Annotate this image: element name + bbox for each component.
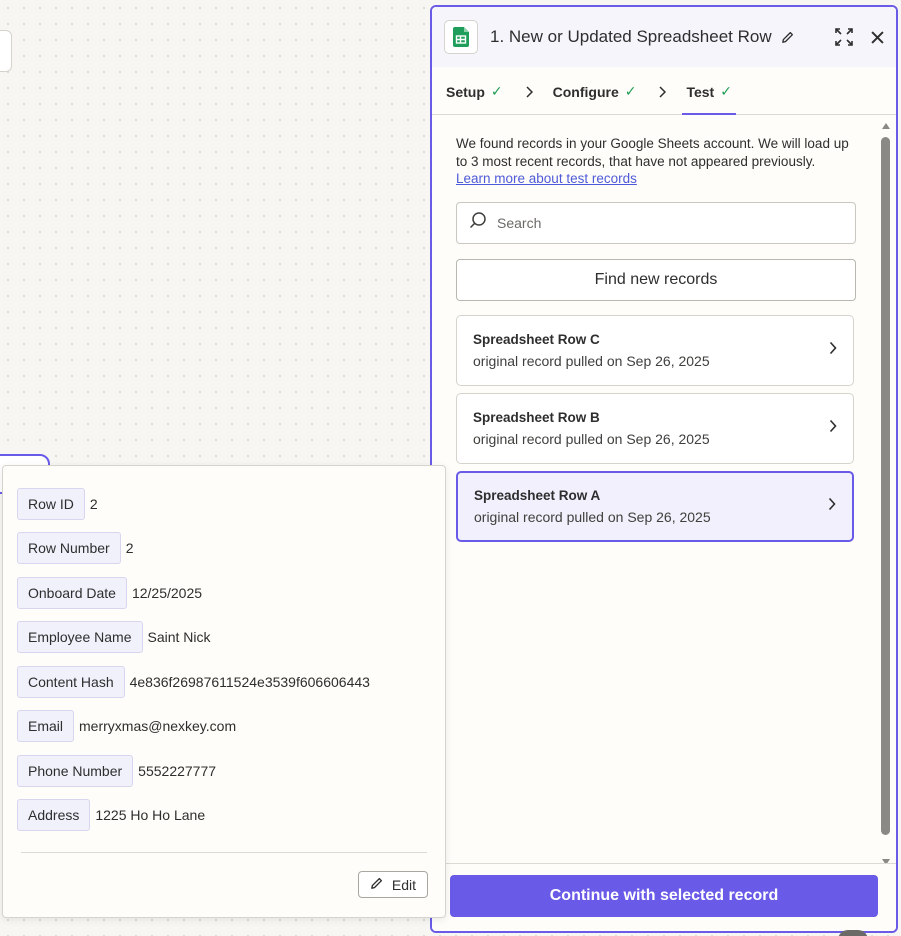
field-key: Phone Number — [17, 755, 133, 787]
chevron-right-icon — [829, 341, 837, 360]
tab-label: Test — [686, 83, 715, 100]
record-list — [456, 315, 856, 542]
field-key: Row Number — [17, 532, 121, 564]
learn-more-link[interactable]: Learn more about test records — [456, 171, 637, 186]
field-value: 2 — [89, 496, 98, 512]
tab-configure[interactable] — [553, 69, 637, 114]
field-row — [17, 621, 211, 653]
field-key: Row ID — [17, 488, 85, 520]
find-new-records-button[interactable]: Find new records — [456, 259, 856, 301]
record-subtitle: original record pulled on Sep 26, 2025 — [473, 430, 710, 447]
field-value: 5552227777 — [138, 763, 217, 779]
record-item-selected[interactable] — [456, 471, 854, 542]
close-icon[interactable] — [871, 31, 884, 44]
field-value: merryxmas@nexkey.com — [79, 718, 237, 734]
record-item[interactable] — [456, 315, 854, 386]
scroll-thumb[interactable] — [881, 137, 890, 835]
field-value: 2 — [125, 540, 134, 556]
chevron-right-icon — [828, 497, 836, 516]
field-row — [17, 666, 370, 698]
field-key: Onboard Date — [17, 577, 127, 609]
field-row — [17, 532, 134, 564]
panel-scrollbar[interactable] — [880, 119, 892, 867]
edit-button[interactable] — [358, 871, 428, 898]
record-name: Spreadsheet Row C — [473, 331, 600, 347]
search-input[interactable] — [497, 215, 827, 231]
field-row — [17, 710, 236, 742]
chevron-right-icon — [658, 86, 666, 98]
record-subtitle: original record pulled on Sep 26, 2025 — [474, 508, 711, 525]
field-value: 1225 Ho Ho Lane — [95, 807, 206, 823]
record-name: Spreadsheet Row A — [474, 487, 601, 503]
canvas-node-stub — [0, 30, 12, 72]
test-records-body — [456, 135, 856, 542]
chevron-right-icon — [525, 86, 533, 98]
search-icon — [469, 211, 487, 234]
record-item[interactable] — [456, 393, 854, 464]
check-icon: ✓ — [624, 83, 637, 99]
field-row — [17, 488, 98, 520]
field-row — [17, 577, 202, 609]
expand-icon[interactable] — [835, 28, 853, 46]
step-tabs — [432, 69, 896, 115]
intro-text: We found records in your Google Sheets account. We will load up to 3 most recent records, that have not appeared previously. — [456, 136, 849, 169]
tab-test[interactable] — [686, 69, 731, 114]
field-value: 12/25/2025 — [131, 585, 203, 601]
panel-footer — [432, 863, 896, 931]
google-sheets-icon — [444, 20, 478, 54]
help-button-stub[interactable] — [838, 930, 868, 936]
step-side-panel — [430, 5, 898, 933]
search-box[interactable] — [456, 202, 856, 244]
continue-with-selected-record-button[interactable]: Continue with selected record — [450, 875, 878, 917]
field-key: Content Hash — [17, 666, 125, 698]
field-value: 4e836f26987611524e3539f606606443 — [129, 674, 370, 690]
pencil-icon — [369, 876, 384, 894]
divider — [21, 852, 427, 853]
record-subtitle: original record pulled on Sep 26, 2025 — [473, 352, 710, 369]
tab-setup[interactable] — [446, 69, 503, 114]
field-value: Saint Nick — [147, 629, 211, 645]
field-key: Employee Name — [17, 621, 143, 653]
tab-label: Configure — [552, 83, 619, 100]
panel-title: 1. New or Updated Spreadsheet Row — [490, 27, 772, 46]
scroll-up-arrow-icon[interactable] — [882, 123, 890, 129]
field-row — [17, 755, 216, 787]
field-key: Email — [17, 710, 74, 742]
record-detail-popover — [2, 465, 446, 918]
chevron-right-icon — [829, 419, 837, 438]
record-name: Spreadsheet Row B — [473, 409, 600, 425]
edit-label: Edit — [391, 876, 416, 893]
check-icon: ✓ — [720, 83, 732, 99]
field-key: Address — [17, 799, 90, 831]
rename-pencil-icon[interactable] — [780, 30, 795, 45]
field-row — [17, 799, 205, 831]
tab-label: Setup — [446, 83, 485, 100]
panel-header — [432, 7, 896, 67]
check-icon: ✓ — [490, 83, 503, 99]
